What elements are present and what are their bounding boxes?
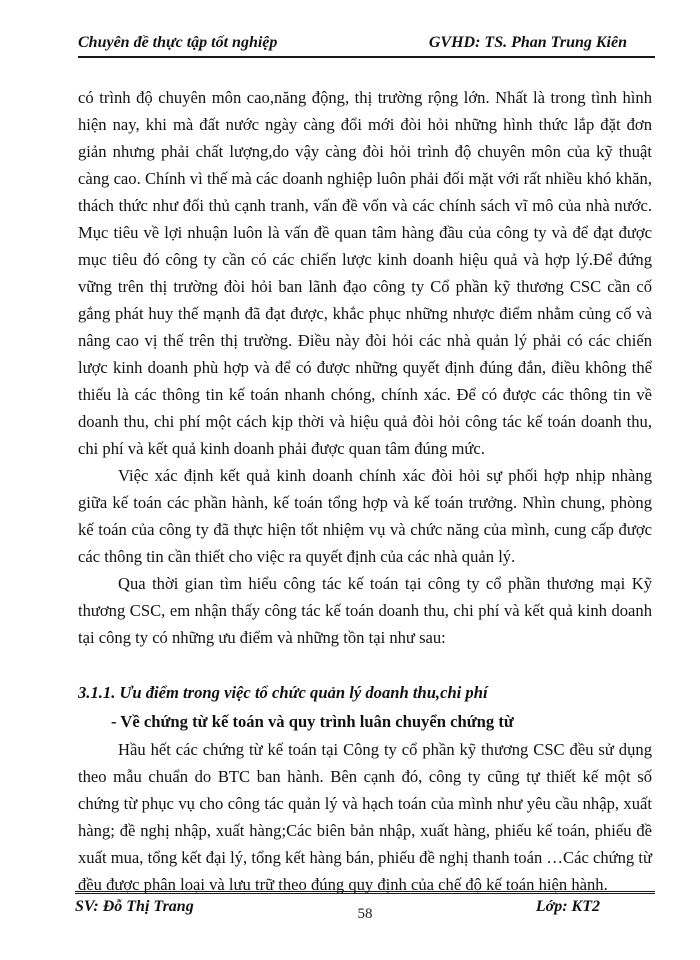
footer-class: Lớp: KT2 [535,898,600,915]
section-heading-3-1-1: 3.1.1. Ưu điểm trong việc tổ chức quản lý doanh thu,chi phí [78,683,488,702]
paragraph: Hầu hết các chứng từ kế toán tại Công ty cổ phần kỹ thương CSC đều sử dụng theo mẫu chuẩn do BTC ban hành. Bên cạnh đó, công ty cũng tự thiết kế một số chứng từ phục vụ cho công tác quản lý và hạch toán của mình như yêu cầu nhập, xuất hàng; đề nghị nhập, xuất hàng;Các biên bản nhập, xuất hàng, phiếu kế toán, phiếu đề xuất mua, tổng kết đại lý, tổng kết hàng bán, phiếu đề nghị thanh toán …Các chứng từ đều được phân loại và lưu trữ theo đúng quy định của chế độ kế toán hiện hành. [78,740,652,894]
page-number: 58 [357,906,373,922]
page-header [78,34,655,58]
header-title: Chuyên đề thực tập tốt nghiệp [78,34,278,51]
paragraph: Qua thời gian tìm hiểu công tác kế toán tại công ty cổ phần thương mại Kỹ thương CSC, em nhận thấy công tác kế toán doanh thu, chi phí và kết quả kinh doanh tại công ty có những ưu điểm và những tồn tại như sau: [78,574,652,647]
paragraph: Việc xác định kết quả kinh doanh chính xác đòi hỏi sự phối hợp nhịp nhàng giữa kế toán các phần hành, kế toán tổng hợp và kế toán trưởng. Nhìn chung, phòng kế toán của công ty đã thực hiện tốt nhiệm vụ và chức năng của mình, cung cấp được các thông tin cần thiết cho việc ra quyết định của các nhà quản lý. [78,466,652,566]
sub-heading-chung-tu: - Về chứng từ kế toán và quy trình luân chuyển chứng từ [111,712,514,731]
header-advisor: GVHD: TS. Phan Trung Kiên [428,34,627,51]
paragraph-continuation: có trình độ chuyên môn cao,năng động, thị trường rộng lớn. Nhất là trong tình hình hiện nay, khi mà đất nước ngày càng đổi mới đòi hỏi những hình thức lắp đặt đơn giản nhưng phải chất lượng,do vậy càng đòi hỏi trình độ chuyên môn của kỹ thuật càng cao. Chính vì thế mà các doanh nghiệp luôn phải đối mặt với rất nhiều khó khăn, thách thức như đối thủ cạnh tranh, vấn đề vốn và các chính sách vĩ mô của nhà nước. Mục tiêu về lợi nhuận luôn là vấn đề quan tâm hàng đầu của công ty và để đạt được mục tiêu đó công ty cần có các chiến lược kinh doanh hiệu quả và hợp lý.Để đứng vững trên thị trường đòi hỏi ban lãnh đạo công ty Cổ phần kỹ thương CSC cần cố gắng phát huy thế mạnh đã đạt được, khắc phục những nhược điểm nhằm củng cố và nâng cao vị thế trên thị trường. Điều này đòi hỏi các nhà quản lý phải có các chiến lược kinh doanh phù hợp và để có được những quyết định đúng đắn, điều không thể thiếu là các thông tin kế toán nhanh chóng, chính xác. Để có được các thông tin về doanh thu, chi phí một cách kịp thời và hiệu quả đòi hỏi công tác kế toán doanh thu, chi phí và kết quả kinh doanh phải được quan tâm đúng mức. [78,88,652,458]
page-footer [75,891,655,922]
document-body [78,84,652,898]
footer-student-name: SV: Đỗ Thị Trang [75,898,194,915]
